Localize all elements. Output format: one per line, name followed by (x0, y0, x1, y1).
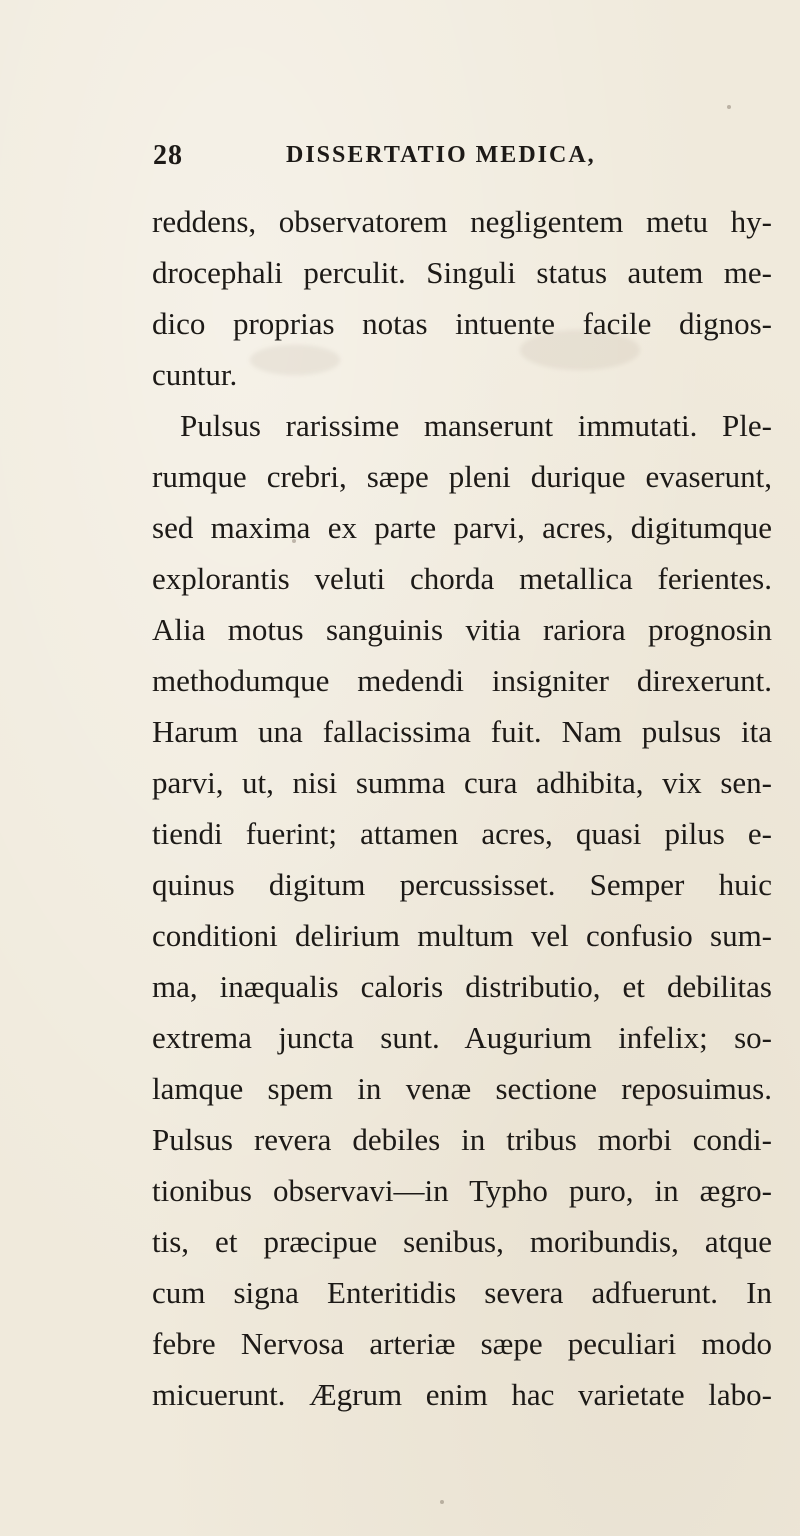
paragraph-start-line: Pulsus rarissime manserunt immutati. Ple- (180, 408, 772, 443)
paper-speck (727, 105, 731, 109)
text-line: tis, et præcipue senibus, moribundis, atque (152, 1224, 772, 1259)
text-line: ma, inæqualis caloris distributio, et debilitas (152, 969, 772, 1004)
text-line: methodumque medendi insigniter direxerunt. (152, 663, 772, 698)
text-line: parvi, ut, nisi summa cura adhibita, vix sen- (152, 765, 772, 800)
page-number: 28 (153, 140, 183, 171)
text-line: reddens, observatorem negligentem metu hy- (152, 204, 772, 239)
text-line: Pulsus revera debiles in tribus morbi condi- (152, 1122, 772, 1157)
paper-speck (440, 1500, 444, 1504)
text-line: extrema juncta sunt. Augurium infelix; so- (152, 1020, 772, 1055)
text-line: micuerunt. Ægrum enim hac varietate labo- (152, 1377, 772, 1412)
text-line: febre Nervosa arteriæ sæpe peculiari modo (152, 1326, 772, 1361)
running-head: DISSERTATIO MEDICA, (286, 142, 596, 168)
text-line: quinus digitum percussisset. Semper huic (152, 867, 772, 902)
text-line: cum signa Enteritidis severa adfuerunt. In (152, 1275, 772, 1310)
text-line: dico proprias notas intuente facile dignos- (152, 306, 772, 341)
text-line: drocephali perculit. Singuli status autem me- (152, 255, 772, 290)
text-line: conditioni delirium multum vel confusio sum- (152, 918, 772, 953)
text-line: sed maxima ex parte parvi, acres, digitumque (152, 510, 772, 545)
page-header (153, 140, 653, 174)
text-line: tionibus observavi—in Typho puro, in ægro- (152, 1173, 772, 1208)
text-line: tiendi fuerint; attamen acres, quasi pilus e- (152, 816, 772, 851)
text-line: cuntur. (152, 357, 238, 392)
text-line: lamque spem in venæ sectione reposuimus. (152, 1071, 772, 1106)
text-line: Harum una fallacissima fuit. Nam pulsus ita (152, 714, 772, 749)
text-line: rumque crebri, sæpe pleni durique evaserunt, (152, 459, 772, 494)
text-line: Alia motus sanguinis vitia rariora prognosin (152, 612, 772, 647)
body-text (152, 196, 772, 1420)
text-line: explorantis veluti chorda metallica ferientes. (152, 561, 772, 596)
